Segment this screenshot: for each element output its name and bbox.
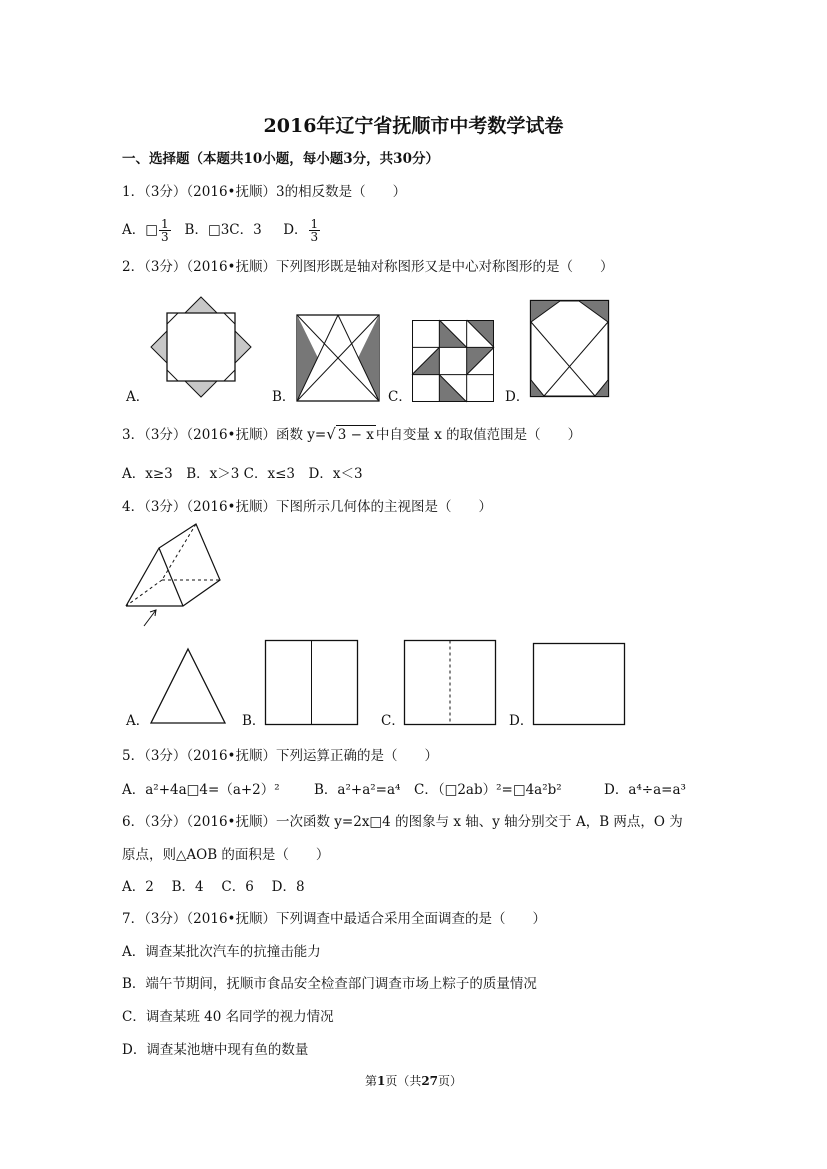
option-label-a: A． xyxy=(126,713,150,729)
question-3-options: A．x≥3 B．x＞3 C．x≤3 D．x＜3 xyxy=(122,466,363,482)
figure-prism-solid xyxy=(124,522,224,632)
option-label-d: D． xyxy=(509,713,534,729)
question-1-stem: 1．（3分）（2016•抚顺）3的相反数是（ ） xyxy=(122,184,407,200)
question-7-stem: 7．（3分）（2016•抚顺）下列调查中最适合采用全面调查的是（ ） xyxy=(122,911,546,927)
figure-b-rectangle-with-triangles xyxy=(296,314,380,402)
figure-a-square-with-rotated-square xyxy=(150,296,252,398)
figure-label-b: B． xyxy=(272,389,296,405)
sqrt-sign: √ xyxy=(326,425,336,443)
footer-suffix: 页） xyxy=(438,1074,463,1088)
footer-prefix: 第 xyxy=(364,1074,377,1088)
question-3-stem xyxy=(122,425,581,444)
fraction-denominator: 3 xyxy=(310,230,319,244)
question-7-option-d: D．调查某池塘中现有鱼的数量 xyxy=(122,1042,309,1058)
figure-c-grid-with-triangles xyxy=(412,320,494,402)
question-7-option-b: B．端午节期间，抚顺市食品安全检查部门调查市场上粽子的质量情况 xyxy=(122,976,537,992)
question-7-option-a: A．调查某批次汽车的抗撞击能力 xyxy=(122,944,321,960)
option-d-label: D． xyxy=(283,222,308,238)
question-7-option-c: C．调查某班 40 名同学的视力情况 xyxy=(122,1009,334,1025)
question-4-stem: 4．（3分）（2016•抚顺）下图所示几何体的主视图是（ ） xyxy=(122,499,492,515)
question-5-option-a: A．a²+4a□4=（a+2）² xyxy=(122,782,280,798)
options-b-c: B．□3C．3 xyxy=(184,222,262,238)
question-6-stem-line2: 原点，则△AOB 的面积是（ ） xyxy=(122,847,330,863)
figure-label-a: A． xyxy=(126,389,150,405)
footer-page-number: 1 xyxy=(376,1074,386,1088)
section-heading: 一、选择题（本题共10小题，每小题3分，共30分） xyxy=(122,151,439,167)
footer-middle: 页（共 xyxy=(385,1074,422,1088)
question-3-stem-pre: 3．（3分）（2016•抚顺）函数 y= xyxy=(122,427,327,443)
fraction-denominator: 3 xyxy=(161,230,169,244)
question-2-stem: 2．（3分）（2016•抚顺）下列图形既是轴对称图形又是中心对称图形的是（ ） xyxy=(122,259,614,275)
option-label-b: B． xyxy=(242,713,266,729)
page-footer xyxy=(0,1072,827,1089)
figure-label-c: C． xyxy=(388,389,412,405)
option-a-label: A． xyxy=(122,222,146,238)
option-c-rectangle-dashed-line xyxy=(404,640,496,725)
question-5-option-c: C．（□2ab）²=□4a²b² xyxy=(414,782,562,798)
footer-total-pages: 27 xyxy=(421,1074,439,1088)
option-b-rectangle-solid-line xyxy=(265,640,358,725)
fraction xyxy=(309,218,321,243)
fraction xyxy=(159,218,171,243)
question-1-options xyxy=(122,218,321,243)
option-a-prefix: □ xyxy=(145,222,159,238)
question-6-stem-line1: 6．（3分）（2016•抚顺）一次函数 y=2x□4 的图象与 x 轴、y 轴分别交于 A，B 两点，O 为 xyxy=(122,814,683,830)
figure-label-d: D． xyxy=(505,389,530,405)
question-6-options: A．2 B．4 C．6 D．8 xyxy=(122,879,305,895)
radicand: 3 − x xyxy=(337,427,374,443)
question-5-stem: 5．（3分）（2016•抚顺）下列运算正确的是（ ） xyxy=(122,748,438,764)
question-5-option-b: B．a²+a²=a⁴ xyxy=(314,782,401,798)
option-a-triangle-view xyxy=(150,648,226,724)
question-5-option-d: D．a⁴÷a=a³ xyxy=(604,782,686,798)
option-label-c: C． xyxy=(381,713,405,729)
fraction-numerator: 1 xyxy=(310,217,319,231)
question-3-stem-post: 中自变量 x 的取值范围是（ ） xyxy=(375,427,582,443)
page-title: 2016年辽宁省抚顺市中考数学试卷 xyxy=(263,115,564,137)
option-d-rectangle xyxy=(533,643,625,725)
fraction-numerator: 1 xyxy=(161,217,169,231)
figure-d-rectangle-hexagon xyxy=(530,300,609,397)
